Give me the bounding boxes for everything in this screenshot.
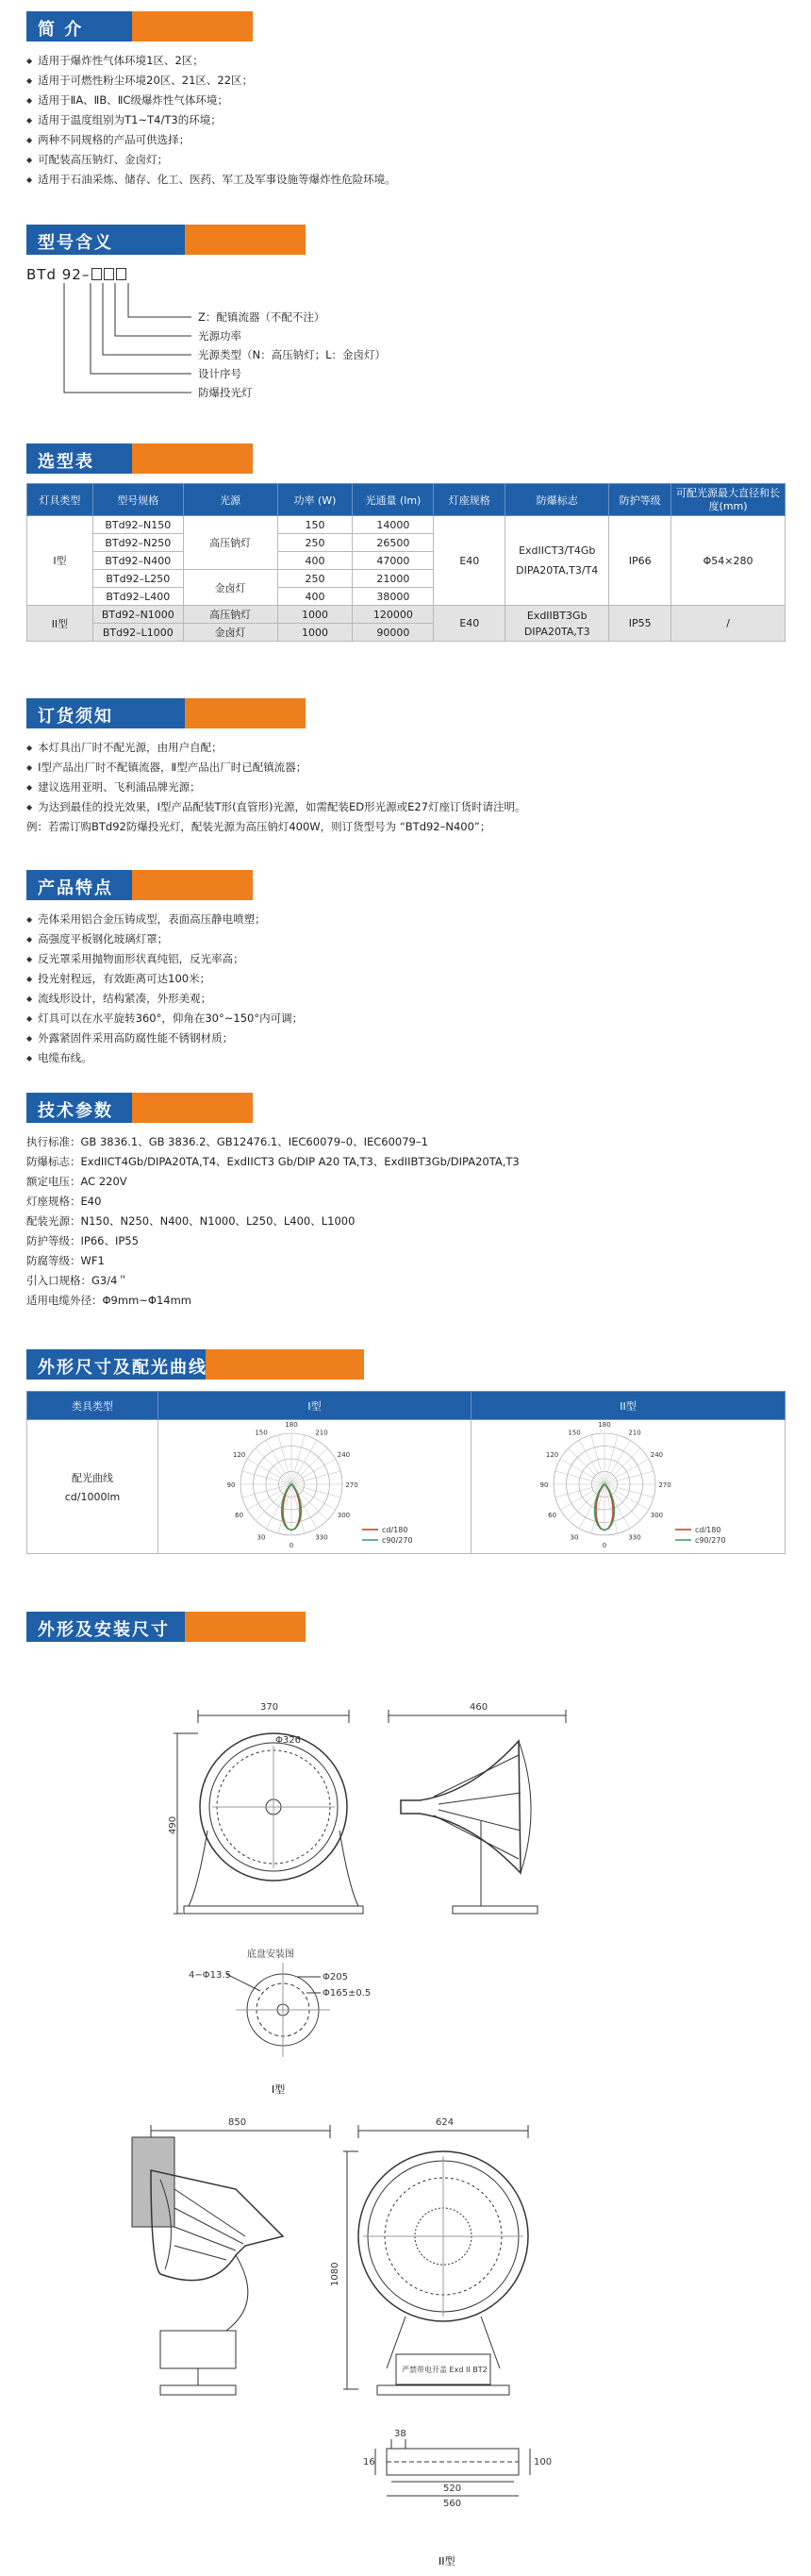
features-title: 产品特点 — [38, 878, 113, 898]
cell-model: BTd92–N1000 — [92, 606, 183, 624]
col-size: 可配光源最大直径和长度(mm) — [671, 484, 786, 516]
intro-section — [26, 11, 786, 190]
curves-section — [26, 1349, 786, 1554]
cell-model: BTd92–N250 — [92, 534, 183, 552]
model-code-text: BTd 92– — [26, 266, 91, 283]
polar-chart-type1 — [159, 1420, 471, 1550]
grid-spoke — [266, 1440, 291, 1484]
type2-ip: IP55 — [609, 606, 671, 642]
tick-label: 240 — [337, 1451, 350, 1459]
type1-d165: Φ165±0.5 — [323, 1988, 372, 1999]
type1-ex-line2: DIPA20TA,T3/T4 — [516, 564, 599, 577]
type2-name: II型 — [27, 606, 93, 642]
cell-flux: 14000 — [353, 516, 434, 534]
grid-spoke — [255, 1484, 290, 1520]
tick-label: 180 — [284, 1421, 298, 1429]
legend-label: c90/270 — [381, 1536, 413, 1545]
ordering-example: 例：若需订购BTd92防爆投光灯，配装光源为高压钠灯400W，则订货型号为 “BTd92–N400”； — [26, 820, 491, 833]
model-label-name: 防爆投光灯 — [198, 386, 253, 399]
col-socket: 灯座规格 — [434, 484, 505, 516]
type2-caption: II型 — [439, 2555, 455, 2568]
cell-power: 400 — [277, 552, 353, 570]
tech-line: 防爆标志：ExdIICT4Gb/DIPA20TA,T4、ExdIICT3 Gb/DIP A20 TA,T3、ExdIIBT3Gb/DIPA20TA,T3 — [26, 1155, 520, 1168]
curve-cell-1 — [158, 1420, 472, 1554]
tech-line: 配装光源：N150、N250、N400、N1000、L250、L400、L1000 — [26, 1214, 356, 1228]
tech-line: 执行标准：GB 3836.1、GB 3836.2、GB12476.1、IEC60079–0、IEC60079–1 — [26, 1135, 428, 1148]
ordering-list — [26, 738, 786, 817]
type1-drawing — [170, 1698, 622, 2104]
grid-spoke — [604, 1440, 630, 1484]
tick-label: 30 — [570, 1533, 579, 1542]
install-section — [26, 1612, 786, 1642]
tick-label: 210 — [314, 1429, 328, 1437]
col-lamp-type: 类具类型 — [27, 1392, 158, 1420]
grid-spoke — [255, 1448, 290, 1484]
ordering-header — [26, 698, 306, 728]
selection-header — [26, 443, 253, 474]
list-item: ◆ 适用于温度组别为T1~T4/T3的环境； — [26, 110, 786, 130]
tick-label: 0 — [289, 1542, 293, 1549]
type1-socket: E40 — [434, 516, 505, 606]
model-label-serial: 设计序号 — [198, 367, 241, 380]
table-row — [27, 606, 786, 624]
list-item: ◆ 适用于ⅡA、ⅡB、ⅡC级爆炸性气体环境； — [26, 91, 786, 110]
grid-spoke — [291, 1435, 305, 1484]
table-row — [27, 1420, 786, 1554]
tick-label: 300 — [337, 1512, 350, 1519]
model-label-z: Z：配镇流器（不配不注） — [198, 310, 325, 324]
type1-ip: IP66 — [609, 516, 671, 606]
curve-label-1: 配光曲线 — [72, 1472, 114, 1484]
type2-ex-line2: DIPA20TA,T3 — [523, 625, 590, 638]
legend-label: cd/180 — [381, 1526, 407, 1534]
curves-title: 外形尺寸及配光曲线 — [38, 1358, 207, 1378]
col-ip: 防护等级 — [609, 484, 671, 516]
tech-line: 防腐等级：WF1 — [26, 1254, 105, 1267]
col-flux: 光通量 (lm) — [353, 484, 434, 516]
list-item: ◆ 壳体采用铝合金压铸成型，表面高压静电喷塑； — [26, 910, 786, 929]
type1-d205: Φ205 — [323, 1972, 348, 1982]
tech-section — [26, 1093, 786, 1311]
selection-title: 选型表 — [38, 452, 94, 472]
features-list — [26, 910, 786, 1068]
tick-label: 330 — [314, 1533, 328, 1542]
tick-label: 240 — [650, 1451, 664, 1459]
list-item: ◆ 可配装高压钠灯、金卤灯； — [26, 150, 786, 170]
list-item: ◆ 灯具可以在水平旋转360°，仰角在30°~150°内可调； — [26, 1009, 786, 1029]
type2-height: 1080 — [330, 2262, 340, 2286]
polar-chart-type2 — [472, 1420, 784, 1550]
grid-spoke — [569, 1448, 604, 1484]
list-item: ◆ 反光罩采用抛物面形状真纯铝，反光率高； — [26, 949, 786, 969]
type2-depth: 624 — [436, 2117, 455, 2128]
col-type1: I型 — [158, 1392, 472, 1420]
grid-spoke — [604, 1448, 640, 1484]
type2-drawing — [123, 2114, 651, 2571]
tick-label: 120 — [232, 1451, 245, 1459]
grid-spoke — [247, 1459, 291, 1484]
tech-header — [26, 1093, 253, 1123]
tick-label: 30 — [257, 1533, 265, 1542]
tick-label: 270 — [344, 1481, 358, 1489]
grid-spoke — [569, 1484, 604, 1520]
tick-label: 90 — [539, 1481, 549, 1489]
cell-source-hps: 高压钠灯 — [183, 516, 277, 570]
tech-lines — [26, 1132, 786, 1311]
grid-spoke — [604, 1435, 618, 1484]
grid-spoke — [241, 1471, 290, 1484]
type2-b560: 560 — [443, 2499, 462, 2509]
list-item: ◆ 两种不同规格的产品可供选择； — [26, 130, 786, 150]
type2-plate: 严禁带电开盖 Exd II BT2 — [402, 2366, 488, 2374]
type2-ex-line1: ExdIIBT3Gb — [526, 609, 588, 622]
list-item: ◆ 本灯具出厂时不配光源，由用户自配； — [26, 738, 786, 758]
tick-label: 90 — [226, 1481, 235, 1489]
cell-model: BTd92–L400 — [92, 588, 183, 606]
type1-height: 490 — [168, 1815, 178, 1834]
type2-b520: 520 — [443, 2484, 462, 2494]
tick-label: 0 — [602, 1542, 607, 1549]
cell-power: 1000 — [277, 624, 353, 642]
type1-base-label: 底盘安装图 — [247, 1949, 294, 1960]
model-diagram — [26, 255, 786, 399]
type1-caption: I型 — [272, 2083, 286, 2096]
features-header — [26, 870, 253, 900]
ordering-title: 订货须知 — [38, 707, 113, 727]
list-item: ◆ I型产品出厂时不配镇流器，Ⅱ型产品出厂时已配镇流器； — [26, 758, 786, 778]
type1-width: 370 — [260, 1702, 279, 1713]
cell-power: 400 — [277, 588, 353, 606]
legend-label: c90/270 — [695, 1536, 726, 1545]
tech-line: 适用电缆外径：Φ9mm~Φ14mm — [26, 1294, 191, 1307]
tick-label: 270 — [658, 1481, 671, 1489]
intro-header — [26, 11, 253, 42]
grid-spoke — [560, 1459, 604, 1484]
type2-width: 850 — [228, 2117, 247, 2128]
tech-title: 技术参数 — [38, 1101, 113, 1121]
features-section — [26, 870, 786, 1068]
type1-ex-line1: ExdIICT3/T4Gb — [519, 544, 596, 557]
tick-label: 210 — [628, 1429, 641, 1437]
grid-spoke — [291, 1440, 317, 1484]
col-model: 型号规格 — [92, 484, 183, 516]
type2-ex — [505, 606, 609, 642]
cell-source-mh: 金卤灯 — [183, 570, 277, 606]
type2-size: / — [671, 606, 786, 642]
ordering-section — [26, 698, 786, 837]
model-label-power: 光源功率 — [198, 329, 241, 343]
list-item: ◆ 为达到最佳的投光效果，Ⅰ型产品配装T形(直管形)光源，如需配装ED形光源或E27灯座订货时请注明。 — [26, 797, 786, 817]
type1-size: Φ54×280 — [671, 516, 786, 606]
type2-b100: 100 — [534, 2457, 553, 2467]
tick-label: 150 — [254, 1429, 268, 1437]
model-section — [26, 225, 786, 399]
grid-spoke — [604, 1471, 654, 1484]
cell-power: 150 — [277, 516, 353, 534]
cell-model: BTd92–L250 — [92, 570, 183, 588]
type2-b16: 16 — [363, 2457, 375, 2467]
grid-spoke — [291, 1484, 327, 1520]
curves-header — [26, 1349, 364, 1380]
grid-spoke — [278, 1435, 291, 1484]
list-item: ◆ 适用于可燃性粉尘环境20区、21区、22区； — [26, 71, 786, 91]
cell-model: BTd92–N150 — [92, 516, 183, 534]
type2-b38: 38 — [394, 2429, 406, 2439]
tech-line: 引入口规格：G3/4＂ — [26, 1274, 128, 1287]
cell-source: 高压钠灯 — [183, 606, 277, 624]
selection-section — [26, 443, 786, 642]
tick-label: 60 — [548, 1512, 557, 1519]
col-type2: II型 — [472, 1392, 786, 1420]
type1-ex — [505, 516, 609, 606]
cell-flux: 120000 — [353, 606, 434, 624]
grid-spoke — [291, 1459, 336, 1484]
model-label-source: 光源类型（N：高压钠灯；L：金卤灯） — [198, 348, 387, 361]
grid-spoke — [555, 1471, 604, 1484]
cell-power: 250 — [277, 570, 353, 588]
tick-label: 330 — [628, 1533, 641, 1542]
cell-flux: 38000 — [353, 588, 434, 606]
grid-spoke — [291, 1471, 340, 1484]
tick-label: 150 — [568, 1429, 581, 1437]
cell-model: BTd92–N400 — [92, 552, 183, 570]
list-item: ◆ 流线形设计，结构紧凑，外形美观； — [26, 989, 786, 1009]
table-header-row — [27, 1392, 786, 1420]
curve-label-2: cd/1000lm — [64, 1491, 121, 1503]
install-title: 外形及安装尺寸 — [38, 1620, 170, 1640]
type1-lens: Φ326 — [275, 1735, 301, 1746]
type1-holes: 4−Φ13.5 — [189, 1970, 231, 1981]
type1-name: I型 — [27, 516, 93, 606]
tick-label: 180 — [598, 1421, 611, 1429]
curves-table — [26, 1391, 786, 1554]
list-item: ◆ 适用于石油采炼、储存、化工、医药、军工及军事设施等爆炸性危险环境。 — [26, 170, 786, 190]
list-item: ◆ 电缆布线。 — [26, 1048, 786, 1068]
cell-source: 金卤灯 — [183, 624, 277, 642]
cell-flux: 47000 — [353, 552, 434, 570]
type1-depth: 460 — [470, 1702, 488, 1713]
cell-power: 250 — [277, 534, 353, 552]
col-power: 功率 (W) — [277, 484, 353, 516]
grid-spoke — [604, 1459, 649, 1484]
list-item: ◆ 建议选用亚明、飞利浦品牌光源； — [26, 778, 786, 797]
curve-cell-2 — [472, 1420, 786, 1554]
install-header — [26, 1612, 306, 1642]
col-source: 光源 — [183, 484, 277, 516]
col-ex: 防爆标志 — [505, 484, 609, 516]
cell-power: 1000 — [277, 606, 353, 624]
tech-line: 灯座规格：E40 — [26, 1195, 102, 1208]
legend-label: cd/180 — [695, 1526, 721, 1534]
intro-title: 简 介 — [38, 20, 84, 40]
type2-socket: E40 — [434, 606, 505, 642]
grid-spoke — [291, 1448, 327, 1484]
grid-spoke — [591, 1435, 604, 1484]
tick-label: 60 — [234, 1512, 243, 1519]
tick-label: 120 — [545, 1451, 559, 1459]
tech-line: 防护等级：IP66、IP55 — [26, 1234, 139, 1247]
list-item: ◆ 高强度平板钢化玻璃灯罩； — [26, 929, 786, 949]
list-item: ◆ 适用于爆炸性气体环境1区、2区； — [26, 51, 786, 71]
tech-line: 额定电压：AC 220V — [26, 1175, 127, 1188]
model-title: 型号含义 — [38, 233, 113, 253]
intro-list — [26, 51, 786, 190]
model-header — [26, 225, 306, 255]
cell-flux: 90000 — [353, 624, 434, 642]
tick-label: 300 — [650, 1512, 664, 1519]
curve-row-label — [27, 1420, 158, 1554]
grid-spoke — [579, 1440, 604, 1484]
table-header-row — [27, 484, 786, 516]
grid-spoke — [604, 1484, 640, 1520]
list-item: ◆ 外露紧固件采用高防腐性能不锈钢材质； — [26, 1029, 786, 1048]
list-item: ◆ 投光射程远，有效距离可达100米； — [26, 969, 786, 989]
table-row — [27, 516, 786, 534]
selection-table — [26, 483, 786, 642]
col-type: 灯具类型 — [27, 484, 93, 516]
cell-flux: 21000 — [353, 570, 434, 588]
cell-model: BTd92–L1000 — [92, 624, 183, 642]
cell-flux: 26500 — [353, 534, 434, 552]
